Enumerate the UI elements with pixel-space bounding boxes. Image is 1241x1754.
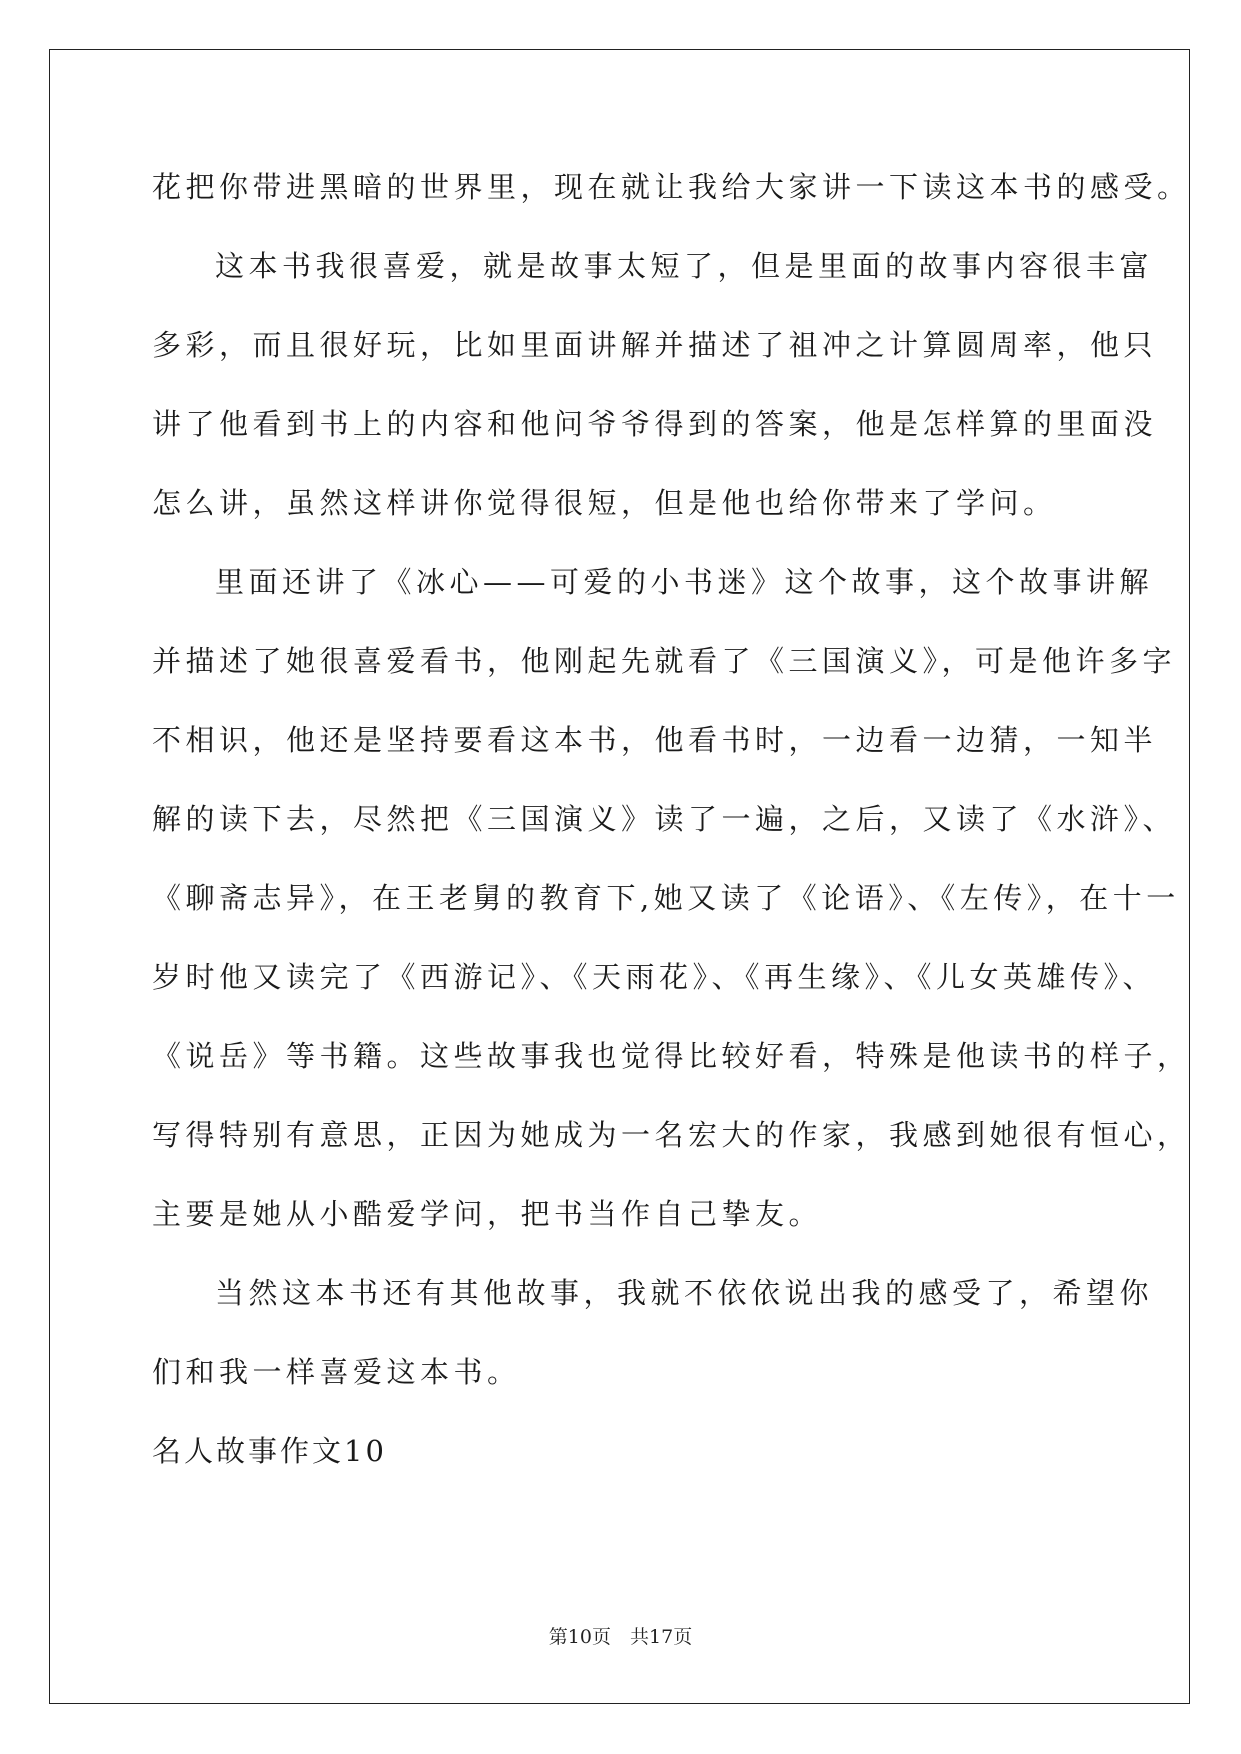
page-footer <box>0 1622 1241 1649</box>
text-line: 怎么讲，虽然这样讲你觉得很短，但是他也给你带来了学问。 <box>152 486 1057 520</box>
text-line: 不相识，他还是坚持要看这本书，他看书时，一边看一边猜，一知半 <box>152 723 1158 757</box>
text-line: 主要是她从小酷爱学问，把书当作自己挚友。 <box>152 1197 823 1231</box>
section-heading: 名人故事作文10 <box>152 1434 387 1468</box>
text-line: 《聊斋志异》，在王老舅的教育下,她又读了《论语》、《左传》，在十一 <box>152 881 1180 915</box>
text-line: 解的读下去，尽然把《三国演义》读了一遍，之后，又读了《水浒》、 <box>152 802 1177 836</box>
text-line: 们和我一样喜爱这本书。 <box>152 1355 521 1389</box>
page-current: 10 <box>567 1626 592 1648</box>
text-line: 花把你带进黑暗的世界里，现在就让我给大家讲一下读这本书的感受。 <box>152 170 1191 204</box>
page-prefix: 第 <box>548 1626 568 1648</box>
document-body <box>152 148 1191 1491</box>
text-line: 岁时他又读完了《西游记》、《天雨花》、《再生缘》、《儿女英雄传》、 <box>152 960 1157 994</box>
paragraph-start: 这本书我很喜爱，就是故事太短了，但是里面的故事内容很丰富 <box>215 249 1154 283</box>
paragraph-start: 当然这本书还有其他故事，我就不依依说出我的感受了，希望你 <box>215 1276 1154 1310</box>
page-mid: 页 共 <box>591 1626 649 1648</box>
text-line: 《说岳》等书籍。这些故事我也觉得比较好看，特殊是他读书的样子， <box>152 1039 1191 1073</box>
page-total: 17 <box>649 1626 674 1648</box>
text-line: 并描述了她很喜爱看书，他刚起先就看了《三国演义》，可是他许多字 <box>152 644 1177 678</box>
paragraph-start: 里面还讲了《冰心——可爱的小书迷》这个故事，这个故事讲解 <box>215 565 1154 599</box>
text-line: 讲了他看到书上的内容和他问爷爷得到的答案，他是怎样算的里面没 <box>152 407 1158 441</box>
page-suffix: 页 <box>673 1626 693 1648</box>
text-line: 写得特别有意思，正因为她成为一名宏大的作家，我感到她很有恒心， <box>152 1118 1191 1152</box>
text-line: 多彩，而且很好玩，比如里面讲解并描述了祖冲之计算圆周率，他只 <box>152 328 1158 362</box>
